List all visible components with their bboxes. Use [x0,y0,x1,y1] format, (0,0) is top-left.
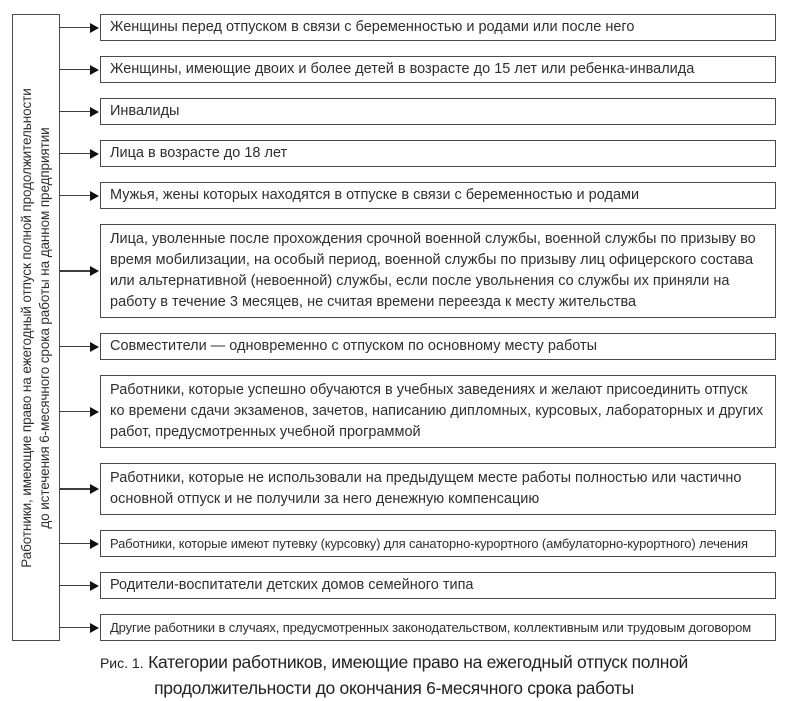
category-box [100,463,776,515]
category-row [100,182,776,209]
category-row [100,140,776,167]
category-text: Родители-воспитатели детских домов семейного типа [110,577,474,593]
arrow-right-icon [60,538,100,550]
arrow-right-icon [60,148,100,160]
category-row [100,333,776,360]
category-row [100,463,776,515]
category-text: Инвалиды [110,103,180,119]
arrow-right-icon [60,190,100,202]
category-text: Женщины перед отпуском в связи с беременностью и родами или после него [110,19,635,35]
category-row [100,56,776,83]
figure-caption-text: Категории работников, имеющие право на ежегодный отпуск полной продолжительности до окончания 6-месячного срока работы [148,652,689,698]
category-box [100,530,776,557]
category-box [100,572,776,599]
category-box [100,614,776,641]
figure-caption-number: Рис. 1. [99,655,144,671]
category-text: Женщины, имеющие двоих и более детей в возрасте до 15 лет или ребенка-инвалида [110,61,695,77]
category-box [100,14,776,41]
arrow-right-icon [60,265,100,277]
category-row [100,224,776,318]
category-box [100,224,776,318]
category-box [100,375,776,448]
category-row [100,530,776,557]
category-row [100,614,776,641]
figure-caption [47,650,741,701]
category-box [100,56,776,83]
arrow-right-icon [60,622,100,634]
category-text: Лица в возрасте до 18 лет [110,145,288,161]
category-box [100,140,776,167]
arrow-right-icon [60,22,100,34]
category-box [100,182,776,209]
category-text: Работники, которые имеют путевку (курсовку) для санаторно-курортного (амбулаторно-курортного) лечения [110,536,748,551]
category-text: Работники, которые успешно обучаются в учебных заведениях и желают присоединить отпуск ко времени сдачи экзаменов, зачетов, написанию дипломных, курсовых, лабораторных и других работ, предусмотренных учебной программой [110,382,764,440]
category-row [100,375,776,448]
category-text: Мужья, жены которых находятся в отпуске в связи с беременностью и родами [110,187,640,203]
arrow-right-icon [60,341,100,353]
category-row [100,98,776,125]
arrow-right-icon [60,483,100,495]
category-text: Другие работники в случаях, предусмотренных законодательством, коллективным или трудовым договором [110,620,751,635]
category-box [100,98,776,125]
root-category-label [18,30,54,626]
arrow-right-icon [60,406,100,418]
category-list [100,14,776,641]
category-text: Работники, которые не использовали на предыдущем месте работы полностью или частично основной отпуск и не получили за него денежную компенсацию [110,470,742,507]
arrow-right-icon [60,106,100,118]
arrow-right-icon [60,580,100,592]
root-category-label-line1: Работники, имеющие право на ежегодный отпуск полной продолжительности [19,87,34,568]
category-row [100,572,776,599]
arrow-right-icon [60,64,100,76]
category-text: Совместители — одновременно с отпуском по основному месту работы [110,338,598,354]
category-row [100,14,776,41]
category-box [100,333,776,360]
root-category-box [12,14,60,641]
root-category-label-line2: до истечения 6-месячного срока работы на данном предприятии [37,126,52,529]
category-text: Лица, уволенные после прохождения срочной военной службы, военной службы по призыву во время мобилизации, на особый период, военной службы по призыву лиц офицерского состава или альтернативной (невоенной) службы, если после увольнения со службы их приняли на работу в течение 3 месяцев, не считая времени переезда к месту жительства [110,231,756,310]
